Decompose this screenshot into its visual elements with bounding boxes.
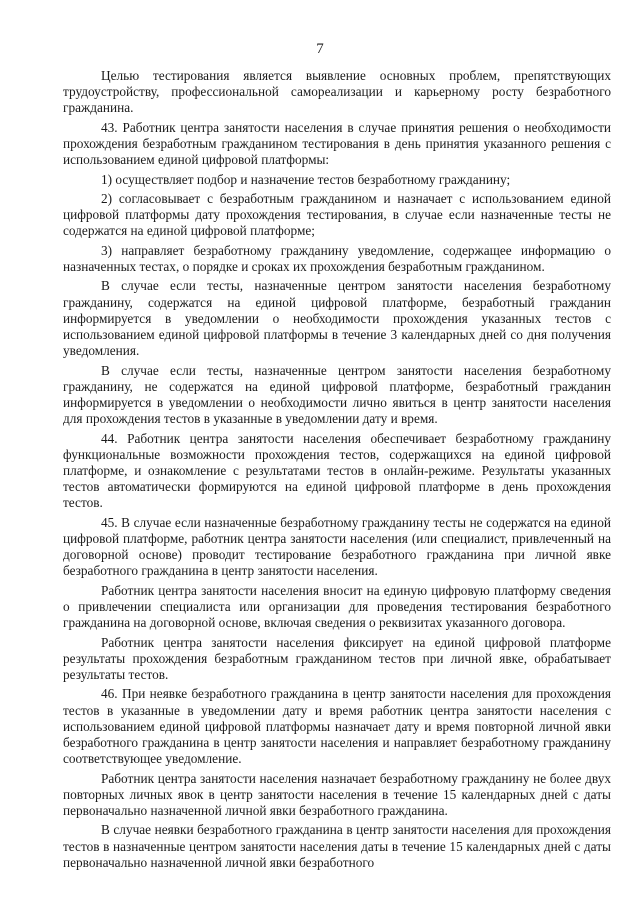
paragraph-non-appearance: В случае неявки безработного гражданина в центр занятости населения для прохождения тестов в назначенные центром занятости населения даты в течение 15 календарных дней с даты первоначально назначенной личной явки безработного bbox=[63, 822, 611, 870]
paragraph-repeat-visits: Работник центра занятости населения назначает безработному гражданину не более двух повторных личных явок в центр занятости населения в течение 15 календарных дней с даты первоначально назначенной личной явки безработного гражданина. bbox=[63, 770, 611, 818]
paragraph-results-recording: Работник центра занятости населения фиксирует на единой цифровой платформе результаты прохождения безработным гражданином тестов при личной явке, обрабатывает результаты тестов. bbox=[63, 634, 611, 682]
paragraph-clause-44: 44. Работник центра занятости населения обеспечивает безработному гражданину функциональные возможности прохождения тестов, содержащихся на единой цифровой платформе, и ознакомление с результатами тестов в онлайн-режиме. Результаты указанных тестов автоматически формируются на единой цифровой платформе в день прохождения тестов. bbox=[63, 430, 611, 511]
paragraph-tests-on-platform: В случае если тесты, назначенные центром занятости населения безработному гражданину, содержатся на единой цифровой платформе, безработный гражданин информируется в уведомлении о необходимости прохождения указанных тестов с использованием единой цифровой платформы в течение 3 календарных дней со дня получения уведомления. bbox=[63, 278, 611, 359]
paragraph-specialist-info: Работник центра занятости населения вносит на единую цифровую платформу сведения о привлечении специалиста или организации для проведения тестирования безработного гражданина на договорной основе, включая сведения о реквизитах указанного договора. bbox=[63, 582, 611, 631]
paragraph-clause-43-item-2: 2) согласовывает с безработным гражданином и назначает с использованием единой цифровой платформы дату прохождения тестирования, в случае если назначенные тесты не содержатся на единой цифровой платформе; bbox=[63, 190, 611, 239]
paragraph-clause-46: 46. При неявке безработного гражданина в центр занятости населения для прохождения тестов в указанные в уведомлении дату и время работник центра занятости населения с использованием единой цифровой платформы назначает дату и время повторной личной явки безработного гражданина в центр занятости населения и направляет безработному гражданину соответствующее уведомление. bbox=[63, 686, 611, 767]
paragraph-clause-43: 43. Работник центра занятости населения в случае принятия решения о необходимости прохождения безработным гражданином тестирования в день принятия указанного решения с использованием единой цифровой платформы: bbox=[63, 119, 611, 168]
paragraph-clause-45: 45. В случае если назначенные безработному гражданину тесты не содержатся на единой цифровой платформе, работник центра занятости населения (или специалист, привлеченный на договорной основе) проводит тестирование безработного гражданина при личной явке безработного гражданина в центр занятости населения. bbox=[63, 514, 611, 579]
paragraph-tests-not-on-platform: В случае если тесты, назначенные центром занятости населения безработному гражданину, не содержатся на единой цифровой платформе, безработный гражданин информируется в уведомлении о необходимости лично явиться в центр занятости населения для прохождения тестов в указанные в уведомлении дату и время. bbox=[63, 362, 611, 427]
document-body bbox=[63, 68, 611, 874]
paragraph-clause-43-item-1: 1) осуществляет подбор и назначение тестов безработному гражданину; bbox=[101, 171, 511, 187]
page-number: 7 bbox=[316, 41, 324, 57]
paragraph-clause-43-item-3: 3) направляет безработному гражданину уведомление, содержащее информацию о назначенных тестах, о порядке и сроках их прохождения безработным гражданином. bbox=[63, 242, 611, 274]
paragraph-testing-purpose: Целью тестирования является выявление основных проблем, препятствующих трудоустройству, профессиональной самореализации и карьерному росту безработного гражданина. bbox=[63, 68, 611, 116]
